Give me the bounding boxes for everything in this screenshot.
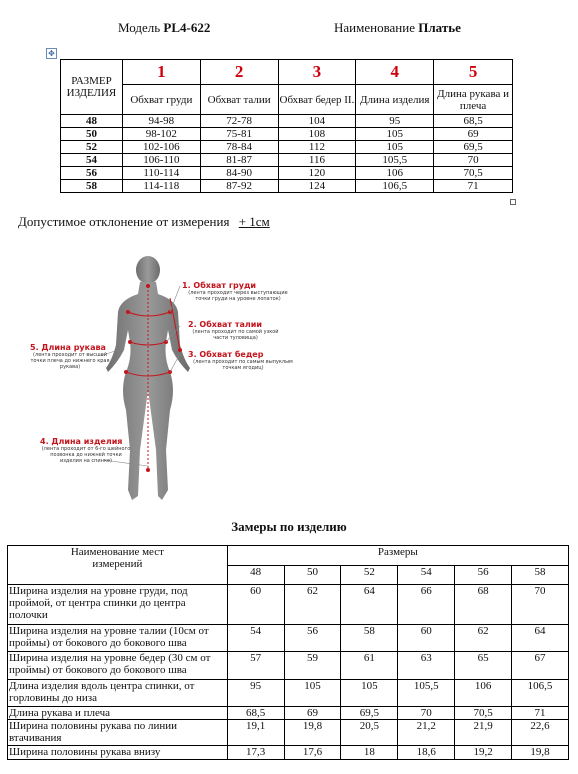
value-cell: 68,5 <box>434 115 513 128</box>
measurement-value: 105 <box>341 680 398 707</box>
table-resize-handle[interactable] <box>510 199 516 205</box>
model-line <box>118 20 210 36</box>
measurement-value: 60 <box>227 585 284 625</box>
size-cell: 48 <box>61 115 123 128</box>
measurement-value: 54 <box>227 625 284 652</box>
measurement-value: 19,8 <box>284 720 341 746</box>
measurement-value: 59 <box>284 652 341 680</box>
col-label-4: Длина изделия <box>356 85 434 115</box>
measurement-value: 22,6 <box>512 720 569 746</box>
label-chest: 1. Обхват груди (лента проходит через выступающие точки груди на уровне лопаток) <box>182 281 288 302</box>
measurement-row <box>8 746 569 760</box>
size-row <box>61 180 513 193</box>
value-cell: 105 <box>356 141 434 154</box>
measurement-value: 105 <box>284 680 341 707</box>
measurement-value: 19,1 <box>227 720 284 746</box>
value-cell: 78-84 <box>200 141 278 154</box>
measurement-value: 63 <box>398 652 455 680</box>
value-cell: 106,5 <box>356 180 434 193</box>
measurement-row <box>8 680 569 707</box>
measurement-label: Длина рукава и плеча <box>8 707 228 720</box>
size-col-header: 48 <box>227 566 284 585</box>
measurement-value: 58 <box>341 625 398 652</box>
size-cell: 50 <box>61 128 123 141</box>
col-label-3: Обхват бедер II. <box>278 85 356 115</box>
value-cell: 87-92 <box>200 180 278 193</box>
value-cell: 84-90 <box>200 167 278 180</box>
measurement-value: 64 <box>341 585 398 625</box>
size-col-header: 54 <box>398 566 455 585</box>
size-cell: 56 <box>61 167 123 180</box>
value-cell: 70 <box>434 154 513 167</box>
measurements-table <box>7 545 569 760</box>
value-cell: 114-118 <box>122 180 200 193</box>
tolerance-text: Допустимое отклонение от измерения <box>18 214 230 229</box>
name-prefix: Наименование <box>334 20 415 35</box>
col-label-2: Обхват талии <box>200 85 278 115</box>
size-row <box>61 154 513 167</box>
table-move-handle-icon[interactable]: ✥ <box>46 48 57 59</box>
col-num-2: 2 <box>200 60 278 85</box>
measurement-value: 67 <box>512 652 569 680</box>
measurement-value: 66 <box>398 585 455 625</box>
value-cell: 95 <box>356 115 434 128</box>
measurement-row <box>8 585 569 625</box>
measurement-value: 70 <box>398 707 455 720</box>
measurement-value: 17,6 <box>284 746 341 760</box>
measurement-value: 64 <box>512 625 569 652</box>
measurement-value: 69 <box>284 707 341 720</box>
measurement-label: Ширина изделия на уровне талии (10см от проймы) от бокового до бокового шва <box>8 625 228 652</box>
value-cell: 120 <box>278 167 356 180</box>
measurement-label: Длина изделия вдоль центра спинки, от горловины до низа <box>8 680 228 707</box>
value-cell: 105 <box>356 128 434 141</box>
size-cell: 54 <box>61 154 123 167</box>
value-cell: 70,5 <box>434 167 513 180</box>
label-hips: 3. Обхват бедер (лента проходит по самым выпуклым точкам ягодиц) <box>188 350 293 371</box>
measurement-row <box>8 652 569 680</box>
value-cell: 71 <box>434 180 513 193</box>
measurement-label: Ширина изделия на уровне бедер (30 см от проймы) от бокового до бокового шва <box>8 652 228 680</box>
value-cell: 72-78 <box>200 115 278 128</box>
value-cell: 102-106 <box>122 141 200 154</box>
measurement-value: 21,2 <box>398 720 455 746</box>
col-num-5: 5 <box>434 60 513 85</box>
measurement-value: 62 <box>284 585 341 625</box>
measurement-value: 18,6 <box>398 746 455 760</box>
label-length: 4. Длина изделия (лента проходит от 6-го шейного позвонка до нижней точки изделия на спинке) <box>40 437 131 464</box>
measurement-value: 61 <box>341 652 398 680</box>
value-cell: 108 <box>278 128 356 141</box>
measurement-value: 62 <box>455 625 512 652</box>
size-row <box>61 141 513 154</box>
tolerance-line <box>18 214 270 230</box>
measurement-value: 68,5 <box>227 707 284 720</box>
measurement-value: 71 <box>512 707 569 720</box>
value-cell: 94-98 <box>122 115 200 128</box>
size-row <box>61 167 513 180</box>
measurement-value: 18 <box>341 746 398 760</box>
size-header: РАЗМЕР ИЗДЕЛИЯ <box>61 60 123 115</box>
model-prefix: Модель <box>118 20 161 35</box>
measurement-value: 17,3 <box>227 746 284 760</box>
value-cell: 75-81 <box>200 128 278 141</box>
measurements-title: Замеры по изделию <box>231 519 347 534</box>
measurement-label: Ширина изделия на уровне груди, под проймой, от центра спинки до центра полочки <box>8 585 228 625</box>
measurement-value: 60 <box>398 625 455 652</box>
measurement-value: 57 <box>227 652 284 680</box>
measurement-value: 56 <box>284 625 341 652</box>
value-cell: 106-110 <box>122 154 200 167</box>
col-num-3: 3 <box>278 60 356 85</box>
size-table <box>60 59 513 193</box>
model-code: PL4-622 <box>163 20 211 35</box>
measurement-value: 69,5 <box>341 707 398 720</box>
value-cell: 112 <box>278 141 356 154</box>
measurement-row <box>8 707 569 720</box>
size-col-header: 56 <box>455 566 512 585</box>
measurement-value: 95 <box>227 680 284 707</box>
measurement-value: 65 <box>455 652 512 680</box>
name-header: Наименование мест измерений <box>8 546 228 585</box>
value-cell: 106 <box>356 167 434 180</box>
size-row <box>61 128 513 141</box>
tolerance-value: + 1см <box>238 214 270 229</box>
measurement-value: 105,5 <box>398 680 455 707</box>
value-cell: 81-87 <box>200 154 278 167</box>
sizes-header: Размеры <box>227 546 568 566</box>
value-cell: 124 <box>278 180 356 193</box>
size-row <box>61 115 513 128</box>
size-cell: 58 <box>61 180 123 193</box>
value-cell: 116 <box>278 154 356 167</box>
value-cell: 98-102 <box>122 128 200 141</box>
value-cell: 105,5 <box>356 154 434 167</box>
label-waist: 2. Обхват талии (лента проходит по самой узкой части туловища) <box>188 320 279 341</box>
col-num-4: 4 <box>356 60 434 85</box>
col-label-5: Длина рукава и плеча <box>434 85 513 115</box>
measurement-value: 70,5 <box>455 707 512 720</box>
value-cell: 110-114 <box>122 167 200 180</box>
name-line <box>334 20 461 36</box>
value-cell: 69,5 <box>434 141 513 154</box>
measurement-value: 21,9 <box>455 720 512 746</box>
measurement-value: 106,5 <box>512 680 569 707</box>
value-cell: 104 <box>278 115 356 128</box>
measurement-value: 20,5 <box>341 720 398 746</box>
measurement-value: 68 <box>455 585 512 625</box>
size-col-header: 58 <box>512 566 569 585</box>
measurement-value: 19,2 <box>455 746 512 760</box>
value-cell: 69 <box>434 128 513 141</box>
measurement-label: Ширина половины рукава внизу <box>8 746 228 760</box>
size-cell: 52 <box>61 141 123 154</box>
measurement-row <box>8 625 569 652</box>
measurement-value: 19,8 <box>512 746 569 760</box>
col-num-1: 1 <box>122 60 200 85</box>
measurement-value: 106 <box>455 680 512 707</box>
measurement-value: 70 <box>512 585 569 625</box>
label-sleeve: 5. Длина рукава (лента проходит от высшей точки плеча до нижнего края рукава) <box>30 343 110 370</box>
measurement-label: Ширина половины рукава по линии втачивания <box>8 720 228 746</box>
size-col-header: 50 <box>284 566 341 585</box>
col-label-1: Обхват груди <box>122 85 200 115</box>
size-col-header: 52 <box>341 566 398 585</box>
name-value: Платье <box>418 20 461 35</box>
measurement-row <box>8 720 569 746</box>
